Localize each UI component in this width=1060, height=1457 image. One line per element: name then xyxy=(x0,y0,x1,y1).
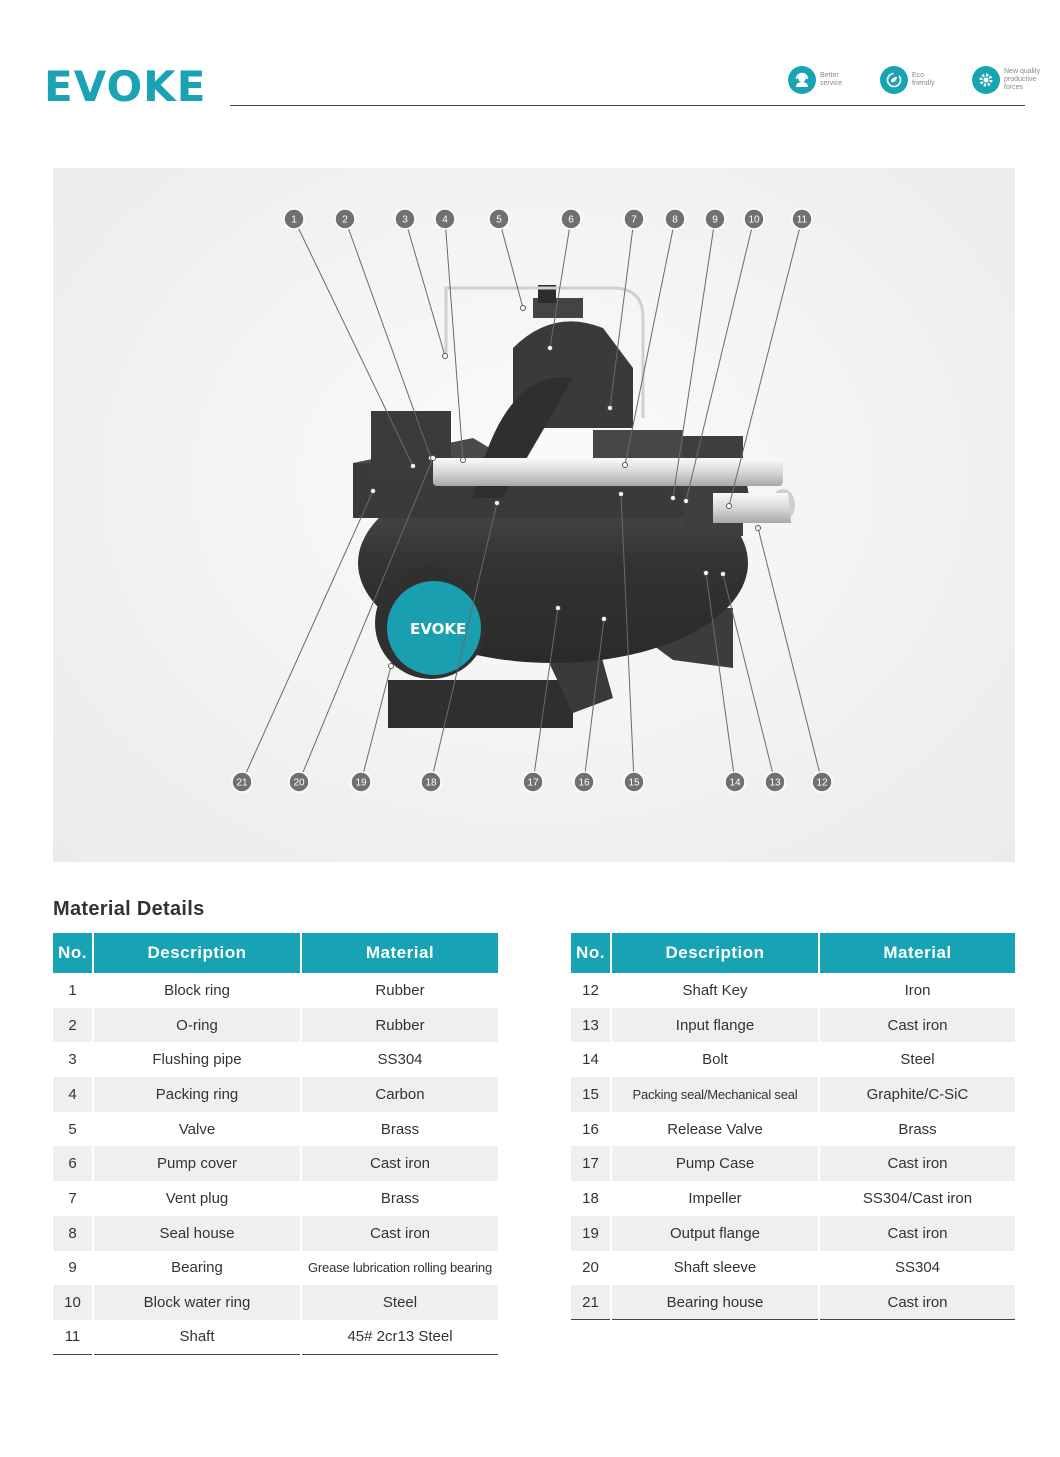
cell-material: Brass xyxy=(380,1189,420,1207)
cell-description: Shaft sleeve xyxy=(611,1251,819,1286)
leader-dot xyxy=(727,504,732,509)
table-row xyxy=(53,1320,498,1355)
callout-bottom-1 xyxy=(289,772,309,792)
leader-dot xyxy=(461,458,466,463)
cell-description: Packing seal/Mechanical seal xyxy=(611,1077,819,1112)
cell-material: SS304 xyxy=(894,1259,941,1277)
table-row xyxy=(571,1146,1015,1181)
cell-material: Cast iron xyxy=(301,1216,498,1251)
callout-number: 18 xyxy=(425,777,437,789)
table-row xyxy=(53,1146,498,1181)
cell-description: Block water ring xyxy=(93,1285,301,1320)
callout-top-3 xyxy=(435,209,455,229)
callout-number: 13 xyxy=(769,777,781,789)
cell-no: 7 xyxy=(53,1181,93,1216)
badge-text: Better service xyxy=(820,72,843,87)
callout-number: 4 xyxy=(442,214,448,226)
callout-number: 20 xyxy=(293,777,305,789)
cell-description: Bolt xyxy=(611,1042,819,1077)
cell-description: Bearing house xyxy=(611,1285,819,1320)
table-row xyxy=(571,1181,1015,1216)
leader-line xyxy=(499,219,523,308)
table-row xyxy=(571,1285,1015,1320)
cell-material: Cast iron xyxy=(301,1146,498,1181)
cell-material: SS304/Cast iron xyxy=(862,1189,973,1207)
shaft-end xyxy=(713,493,791,523)
callout-bottom-0 xyxy=(232,772,252,792)
callout-number: 6 xyxy=(568,214,574,226)
callout-number: 5 xyxy=(496,214,502,226)
callout-number: 9 xyxy=(712,214,718,226)
callout-top-10 xyxy=(792,209,812,229)
leader-dot xyxy=(619,492,624,497)
callout-bottom-8 xyxy=(765,772,785,792)
pump-logo: EVOKE xyxy=(410,620,467,638)
leader-dot xyxy=(602,617,607,622)
cell-description: Input flange xyxy=(611,1008,819,1043)
cell-material: SS304 xyxy=(377,1051,423,1069)
cell-description: Vent plug xyxy=(93,1181,301,1216)
cell-material: Steel xyxy=(301,1285,498,1320)
cell-no: 18 xyxy=(571,1181,611,1216)
material-table-left xyxy=(53,933,498,1355)
cell-no: 15 xyxy=(571,1077,611,1112)
cell-no: 19 xyxy=(571,1216,611,1251)
cell-material: Steel xyxy=(900,1051,935,1069)
cell-no: 17 xyxy=(571,1146,611,1181)
cell-description: Block ring xyxy=(93,973,301,1008)
leader-dot xyxy=(623,463,628,468)
table-row xyxy=(53,1042,498,1077)
table-row xyxy=(571,1077,1015,1112)
table-row xyxy=(53,973,498,1008)
shaft xyxy=(433,458,783,486)
table-row xyxy=(53,1216,498,1251)
callout-number: 12 xyxy=(816,777,828,789)
leader-line xyxy=(242,491,373,782)
cell-no: 2 xyxy=(53,1008,93,1043)
cell-material: Rubber xyxy=(375,981,425,999)
table-row xyxy=(53,1008,498,1043)
cell-description: Release Valve xyxy=(611,1112,819,1147)
material-table-right xyxy=(571,933,1015,1320)
table-row xyxy=(53,1181,498,1216)
cell-no: 9 xyxy=(53,1251,93,1286)
cell-no: 11 xyxy=(53,1320,93,1355)
leader-dot xyxy=(411,464,416,469)
cell-material: Brass xyxy=(380,1120,420,1138)
headset-icon xyxy=(788,66,816,94)
callout-number: 8 xyxy=(672,214,678,226)
cell-description: Bearing xyxy=(93,1251,301,1286)
header-no: No. xyxy=(571,933,611,973)
leader-dot xyxy=(671,496,676,501)
table-row xyxy=(53,1285,498,1320)
pump-illustration xyxy=(53,168,1015,862)
callout-number: 19 xyxy=(355,777,367,789)
callout-bottom-5 xyxy=(574,772,594,792)
cell-no: 13 xyxy=(571,1008,611,1043)
cell-description: Pump cover xyxy=(93,1146,301,1181)
leader-dot xyxy=(548,346,553,351)
pump-diagram xyxy=(53,168,1015,862)
badge-eco-friendly xyxy=(880,66,958,94)
cell-no: 1 xyxy=(53,973,93,1008)
callout-top-5 xyxy=(561,209,581,229)
table-row xyxy=(53,1112,498,1147)
header-rule xyxy=(230,105,1025,106)
base-plate xyxy=(388,680,573,728)
cell-no: 12 xyxy=(571,973,611,1008)
cell-description: Impeller xyxy=(611,1181,819,1216)
callout-number: 11 xyxy=(796,214,808,226)
cell-no: 3 xyxy=(53,1042,93,1077)
cell-no: 14 xyxy=(571,1042,611,1077)
leader-dot xyxy=(443,354,448,359)
leader-dot xyxy=(389,664,394,669)
callout-number: 16 xyxy=(578,777,590,789)
badge-better-service xyxy=(788,66,866,94)
table-row xyxy=(571,1251,1015,1286)
leader-dot xyxy=(556,606,561,611)
callout-top-6 xyxy=(624,209,644,229)
callout-number: 1 xyxy=(291,214,297,226)
cell-no: 8 xyxy=(53,1216,93,1251)
table-row xyxy=(53,1077,498,1112)
header-description: Description xyxy=(93,933,301,973)
header-material: Material xyxy=(819,933,1015,973)
cell-material: Graphite/C-SiC xyxy=(819,1077,1015,1112)
cell-no: 21 xyxy=(571,1285,611,1320)
callout-number: 15 xyxy=(628,777,640,789)
callout-bottom-9 xyxy=(812,772,832,792)
callout-bottom-3 xyxy=(421,772,441,792)
gear-icon xyxy=(972,66,1000,94)
cell-material: Grease lubrication rolling bearing xyxy=(308,1260,492,1276)
cell-material: Cast iron xyxy=(819,1008,1015,1043)
callout-top-1 xyxy=(335,209,355,229)
cell-material: Cast iron xyxy=(819,1285,1015,1320)
callout-top-4 xyxy=(489,209,509,229)
leader-dot xyxy=(721,572,726,577)
cell-description: Seal house xyxy=(93,1216,301,1251)
cell-material: Brass xyxy=(898,1120,937,1138)
leader-line xyxy=(361,666,391,782)
callout-top-9 xyxy=(744,209,764,229)
table-row xyxy=(571,1112,1015,1147)
cell-description: Shaft Key xyxy=(611,973,819,1008)
cell-material: Cast iron xyxy=(819,1146,1015,1181)
leader-dot xyxy=(704,571,709,576)
cell-no: 10 xyxy=(53,1285,93,1320)
leader-dot xyxy=(371,489,376,494)
leader-dot xyxy=(684,499,689,504)
cell-material: Cast iron xyxy=(819,1216,1015,1251)
cell-description: Valve xyxy=(93,1112,301,1147)
cell-description: Pump Case xyxy=(611,1146,819,1181)
badge-text: New quality productive forces xyxy=(1004,68,1041,91)
table-row xyxy=(571,973,1015,1008)
leaf-cycle-icon xyxy=(880,66,908,94)
cell-description: Flushing pipe xyxy=(93,1042,301,1077)
table-row xyxy=(571,1042,1015,1077)
leader-dot xyxy=(495,501,500,506)
badge-text: Eco friendly xyxy=(912,72,935,87)
leader-line xyxy=(405,219,445,356)
badge-new-quality xyxy=(972,66,1050,94)
table-row xyxy=(571,1008,1015,1043)
callout-number: 14 xyxy=(729,777,741,789)
brand-logo: EVOKE xyxy=(44,62,207,111)
cell-description: Output flange xyxy=(611,1216,819,1251)
callout-number: 10 xyxy=(748,214,760,226)
callout-top-8 xyxy=(705,209,725,229)
callout-bottom-7 xyxy=(725,772,745,792)
table-row xyxy=(53,1251,498,1286)
leader-dot xyxy=(756,526,761,531)
header-material: Material xyxy=(301,933,498,973)
callout-bottom-6 xyxy=(624,772,644,792)
callout-top-0 xyxy=(284,209,304,229)
callout-bottom-4 xyxy=(523,772,543,792)
leader-line xyxy=(294,219,413,466)
cell-material: Iron xyxy=(904,981,931,999)
leader-line xyxy=(758,528,822,782)
cell-no: 20 xyxy=(571,1251,611,1286)
callout-number: 21 xyxy=(236,777,248,789)
cell-no: 16 xyxy=(571,1112,611,1147)
cell-no: 4 xyxy=(53,1077,93,1112)
header-description: Description xyxy=(611,933,819,973)
callout-number: 17 xyxy=(527,777,539,789)
leader-line xyxy=(625,219,675,465)
cell-material: Carbon xyxy=(301,1077,498,1112)
callout-top-2 xyxy=(395,209,415,229)
leader-dot xyxy=(431,456,436,461)
cell-description: Shaft xyxy=(93,1320,301,1355)
table-row xyxy=(571,1216,1015,1251)
feature-badges xyxy=(788,66,1050,94)
callout-bottom-2 xyxy=(351,772,371,792)
section-title: Material Details xyxy=(53,898,205,920)
cell-no: 6 xyxy=(53,1146,93,1181)
leader-dot xyxy=(608,406,613,411)
leader-dot xyxy=(521,306,526,311)
callout-number: 3 xyxy=(402,214,408,226)
callout-number: 7 xyxy=(631,214,637,226)
header-no: No. xyxy=(53,933,93,973)
cell-material: Rubber xyxy=(301,1008,498,1043)
cell-no: 5 xyxy=(53,1112,93,1147)
cell-material: 45# 2cr13 Steel xyxy=(301,1320,498,1355)
cell-description: Packing ring xyxy=(93,1077,301,1112)
callout-number: 2 xyxy=(342,214,348,226)
cell-description: O-ring xyxy=(93,1008,301,1043)
callout-top-7 xyxy=(665,209,685,229)
